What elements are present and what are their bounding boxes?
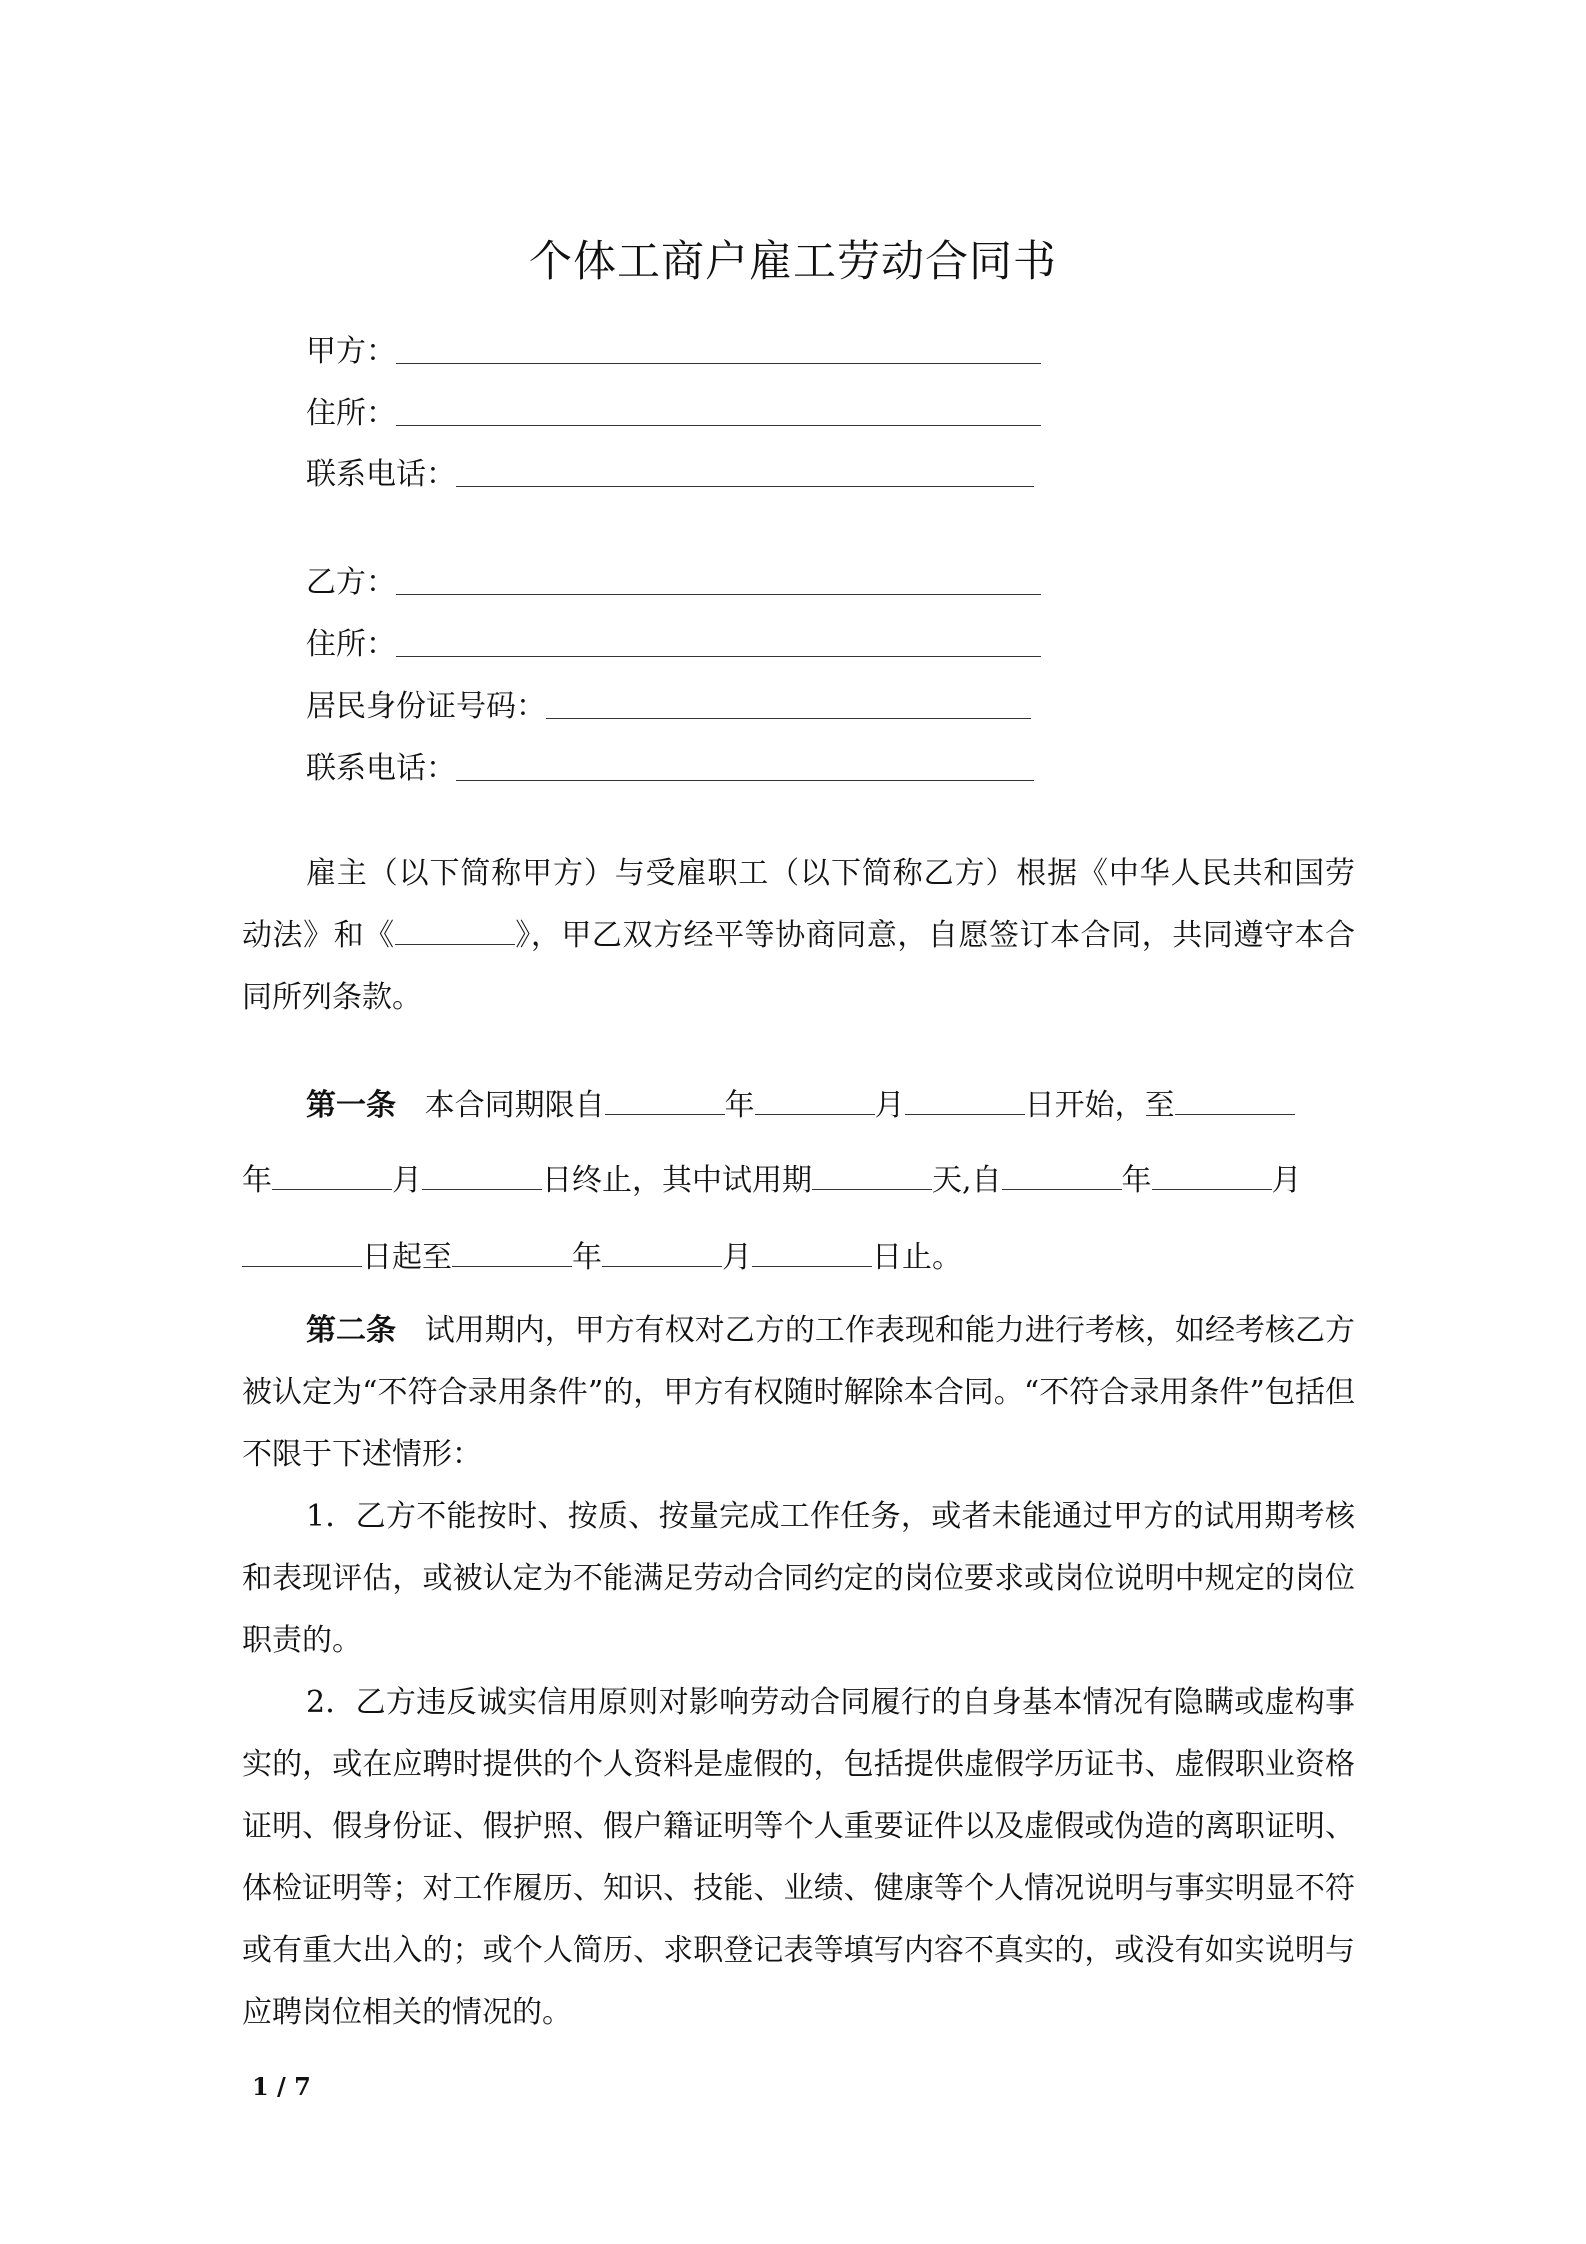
party-b-id-label: 居民身份证号码：: [306, 689, 546, 724]
article2-text: 试用期内，甲方有权对乙方的工作表现和能力进行考核，如经考核乙方被认定为“不符合录用条件”的，甲方有权随时解除本合同。“不符合录用条件”包括但不限于下述情形：: [242, 1313, 1356, 1472]
party-b-address-label: 住所：: [306, 627, 396, 662]
party-a-address-line[interactable]: [396, 425, 1041, 426]
party-a-address-field: [306, 388, 1041, 432]
article1-line-1: [306, 1080, 1295, 1130]
start-year-blank[interactable]: [605, 1088, 725, 1115]
party-b-id-field: [306, 681, 1031, 725]
party-a-address-label: 住所：: [306, 396, 396, 431]
preamble-text-2: 》，甲乙双方经平等协商同意，自愿签订本合同，共同遵守本合同所列条款。: [242, 918, 1356, 1015]
law-name-blank[interactable]: [395, 918, 515, 945]
probation-end-month-blank[interactable]: [602, 1240, 722, 1267]
article1-text: 年: [242, 1163, 272, 1198]
article2-item-1: 1．乙方不能按时、按质、按量完成工作任务，或者未能通过甲方的试用期考核和表现评估，或被认定为不能满足劳动合同约定的岗位要求或岗位说明中规定的岗位职责的。: [242, 1499, 1355, 1658]
party-b-phone-label: 联系电话：: [306, 751, 456, 786]
end-year-blank[interactable]: [1175, 1088, 1295, 1115]
article1-text: 月: [392, 1163, 422, 1198]
article1-text: 日止。: [872, 1240, 962, 1275]
page-number: 1 / 7: [252, 2072, 311, 2101]
probation-end-day-blank[interactable]: [752, 1240, 872, 1267]
article1-text: 月: [722, 1240, 752, 1275]
article1-line-3: [242, 1232, 962, 1282]
article1-text: 日开始，至: [1024, 1088, 1175, 1123]
probation-start-month-blank[interactable]: [1152, 1163, 1272, 1190]
article1-text: 年: [1121, 1163, 1152, 1198]
article1-heading: 第一条: [306, 1088, 396, 1123]
article1-text: 日终止，其中试用期: [542, 1163, 812, 1198]
party-b-id-line[interactable]: [546, 718, 1031, 719]
end-month-blank[interactable]: [272, 1163, 392, 1190]
article1-text: 天,自: [932, 1163, 1002, 1198]
start-month-blank[interactable]: [755, 1088, 875, 1115]
end-day-blank[interactable]: [422, 1163, 542, 1190]
article1-text: 月: [1271, 1163, 1302, 1198]
article1-text: 日起至: [362, 1240, 452, 1275]
party-b-phone-field: [306, 743, 1034, 787]
preamble-paragraph: [242, 843, 1355, 1029]
article1-text: 年: [724, 1088, 755, 1123]
article2-heading: 第二条: [306, 1313, 397, 1348]
party-a-phone-line[interactable]: [456, 486, 1034, 487]
party-b-name-label: 乙方：: [306, 565, 396, 600]
preamble-text-1: 雇主（以下简称甲方）与受雇职工（以下简称乙方）根据《中华人民共和国劳动法》和《: [242, 856, 1355, 953]
article2-item-2: 2．乙方违反诚实信用原则对影响劳动合同履行的自身基本情况有隐瞒或虚构事实的，或在应聘时提供的个人资料是虚假的，包括提供虚假学历证书、虚假职业资格证明、假身份证、假护照、假户籍证明等个人重要证件以及虚假或伪造的离职证明、体检证明等；对工作履历、知识、技能、业绩、健康等个人情况说明与事实明显不符或有重大出入的；或个人简历、求职登记表等填写内容不真实的，或没有如实说明与应聘岗位相关的情况的。: [242, 1685, 1355, 2030]
article1-text: 年: [572, 1240, 602, 1275]
article1-text: 月: [874, 1088, 905, 1123]
probation-days-blank[interactable]: [812, 1163, 932, 1190]
party-a-name-line[interactable]: [396, 363, 1041, 364]
party-b-name-line[interactable]: [396, 594, 1041, 595]
party-b-name-field: [306, 557, 1041, 601]
probation-start-day-blank[interactable]: [242, 1240, 362, 1267]
party-a-name-field: [306, 326, 1041, 370]
article2-block: [242, 1300, 1355, 2044]
probation-end-year-blank[interactable]: [452, 1240, 572, 1267]
article1-line-2: [242, 1155, 1302, 1205]
party-a-name-label: 甲方：: [306, 334, 396, 369]
party-b-address-field: [306, 619, 1041, 663]
party-a-phone-field: [306, 449, 1034, 493]
start-day-blank[interactable]: [905, 1088, 1025, 1115]
probation-start-year-blank[interactable]: [1002, 1163, 1122, 1190]
party-a-phone-label: 联系电话：: [306, 457, 456, 492]
party-b-address-line[interactable]: [396, 656, 1041, 657]
document-title: 个体工商户雇工劳动合同书: [529, 237, 1057, 287]
article1-text: 本合同期限自: [424, 1088, 605, 1123]
party-b-phone-line[interactable]: [456, 780, 1034, 781]
